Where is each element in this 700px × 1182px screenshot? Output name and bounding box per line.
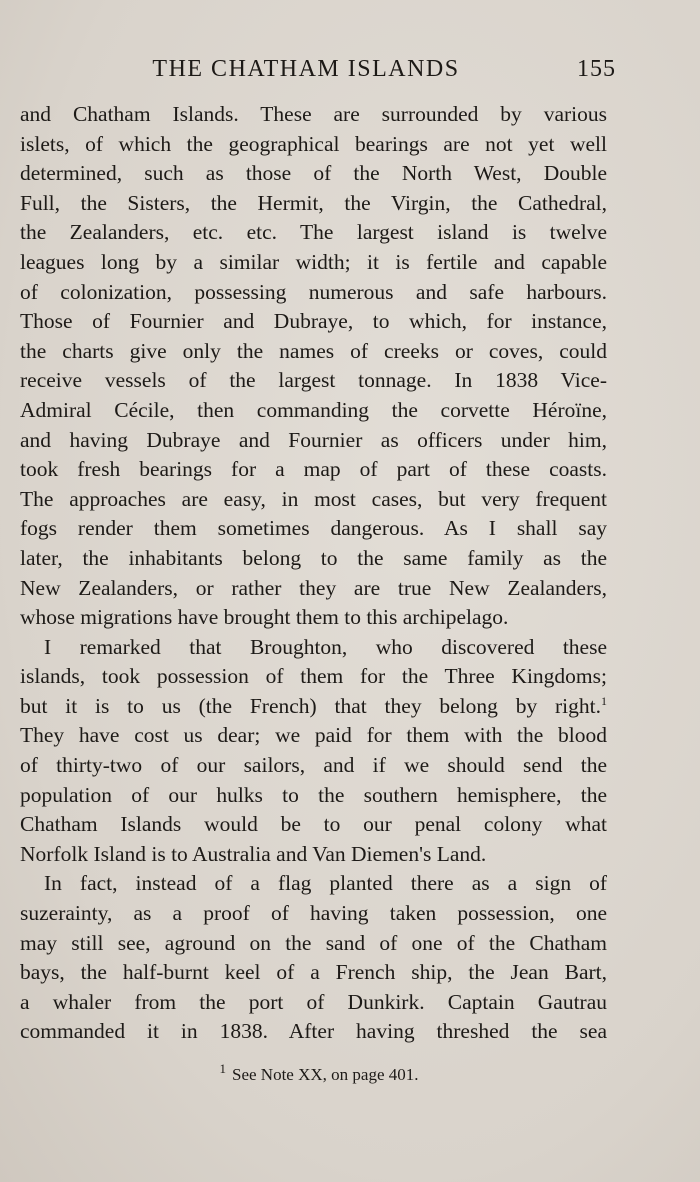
- text-line: leagues long by a similar width; it is fertile and capable: [20, 249, 607, 274]
- text-line: a whaler from the port of Dunkirk. Captain Gautrau: [20, 989, 607, 1014]
- text-line: receive vessels of the largest tonnage. In 1838 Vice-: [20, 368, 607, 393]
- footnote-number: 1: [219, 1061, 226, 1077]
- text-line: islands, took possession of them for the Three Kingdoms;: [20, 664, 607, 689]
- text-line: islets, of which the geographical bearings are not yet well: [20, 131, 607, 156]
- text-line: took fresh bearings for a map of part of these coasts.: [20, 457, 607, 482]
- text-line: suzerainty, as a proof of having taken possession, one: [20, 901, 607, 926]
- text-line: I remarked that Broughton, who discovered these: [44, 634, 607, 659]
- text-line: population of our hulks to the southern hemisphere, the: [20, 782, 607, 807]
- text-line: later, the inhabitants belong to the same family as the: [20, 545, 607, 570]
- text-line: Those of Fournier and Dubraye, to which, for instance,: [20, 309, 607, 334]
- footnote: [0, 1062, 700, 1088]
- text-line-with-footnote: [20, 692, 607, 722]
- text-line: the charts give only the names of creeks or coves, could: [20, 338, 607, 363]
- text-line: determined, such as those of the North West, Double: [20, 161, 607, 186]
- footnote-text: See Note XX, on page 401.: [232, 1065, 419, 1084]
- text-line: of colonization, possessing numerous and safe harbours.: [20, 279, 607, 304]
- text-line: may still see, aground on the sand of one of the Chatham: [20, 930, 607, 955]
- text-segment: but it is to us (the French) that they belong by right.: [20, 693, 601, 718]
- text-line: The approaches are easy, in most cases, but very frequent: [20, 486, 607, 511]
- text-line: whose migrations have brought them to this archipelago.: [20, 605, 509, 630]
- running-title: THE CHATHAM ISLANDS: [152, 56, 460, 82]
- text-line: commanded it in 1838. After having threshed the sea: [20, 1019, 607, 1044]
- running-head: [20, 52, 616, 86]
- text-line: They have cost us dear; we paid for them with the blood: [20, 723, 607, 748]
- text-line: of thirty-two of our sailors, and if we should send the: [20, 753, 607, 778]
- text-line: and Chatham Islands. These are surrounded by various: [20, 102, 607, 126]
- text-line: Full, the Sisters, the Hermit, the Virgin, the Cathedral,: [20, 190, 607, 215]
- text-line: fogs render them sometimes dangerous. As I shall say: [20, 516, 607, 541]
- text-line: Admiral Cécile, then commanding the corvette Héroïne,: [20, 397, 607, 422]
- body-text: [20, 100, 607, 1047]
- text-line: Norfolk Island is to Australia and Van Diemen's Land.: [20, 841, 487, 866]
- text-line: the Zealanders, etc. etc. The largest island is twelve: [20, 220, 607, 245]
- footnote-reference: 1: [601, 693, 607, 708]
- page-number: 155: [577, 56, 616, 82]
- text-line: Chatham Islands would be to our penal colony what: [20, 812, 607, 837]
- text-line: and having Dubraye and Fournier as officers under him,: [20, 427, 607, 452]
- text-line: New Zealanders, or rather they are true New Zealanders,: [20, 575, 607, 600]
- text-line: bays, the half-burnt keel of a French ship, the Jean Bart,: [20, 960, 607, 985]
- text-line: In fact, instead of a flag planted there as a sign of: [44, 871, 607, 896]
